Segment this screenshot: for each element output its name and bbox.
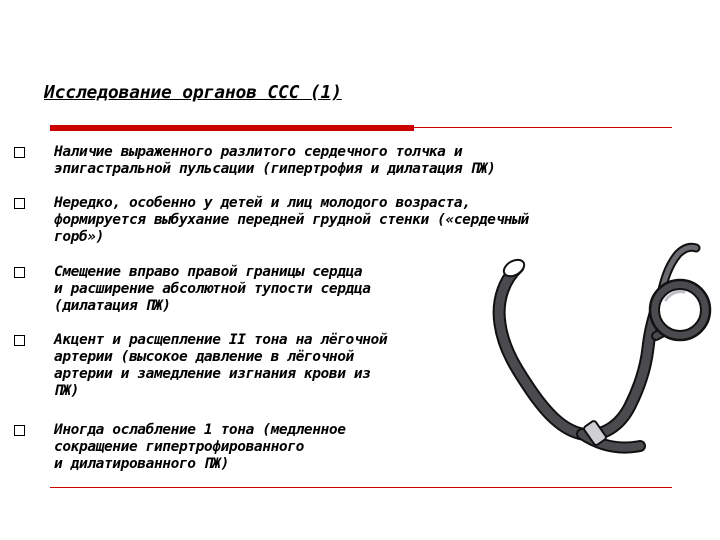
bullet-text: Смещение вправо правой границы сердца и расширение абсолютной тупости сердца (дилатация ПЖ) [54, 264, 371, 314]
hollow-square-icon [14, 147, 25, 158]
bullet-text: Наличие выраженного разлитого сердечного толчка и эпигастральной пульсации (гипертрофия и дилатация ПЖ) [54, 144, 496, 177]
bullet-text: Нередко, особенно у детей и лиц молодого возраста, формируется выбухание передней грудной стенки («сердечный горб») [54, 195, 529, 245]
bottom-rule [50, 487, 672, 488]
hollow-square-icon [14, 198, 25, 209]
bullet-text: Иногда ослабление 1 тона (медленное сокращение гипертрофированного и дилатированного ПЖ) [54, 422, 346, 472]
hollow-square-icon [14, 267, 25, 278]
hollow-square-icon [14, 425, 25, 436]
hollow-square-icon [14, 335, 25, 346]
stethoscope-icon [470, 240, 720, 480]
bullet-text: Акцент и расщепление II тона на лёгочной артерии (высокое давление в лёгочной артерии и замедление изгнания крови из ПЖ) [54, 332, 388, 399]
slide-title: Исследование органов ССС (1) [44, 82, 342, 103]
